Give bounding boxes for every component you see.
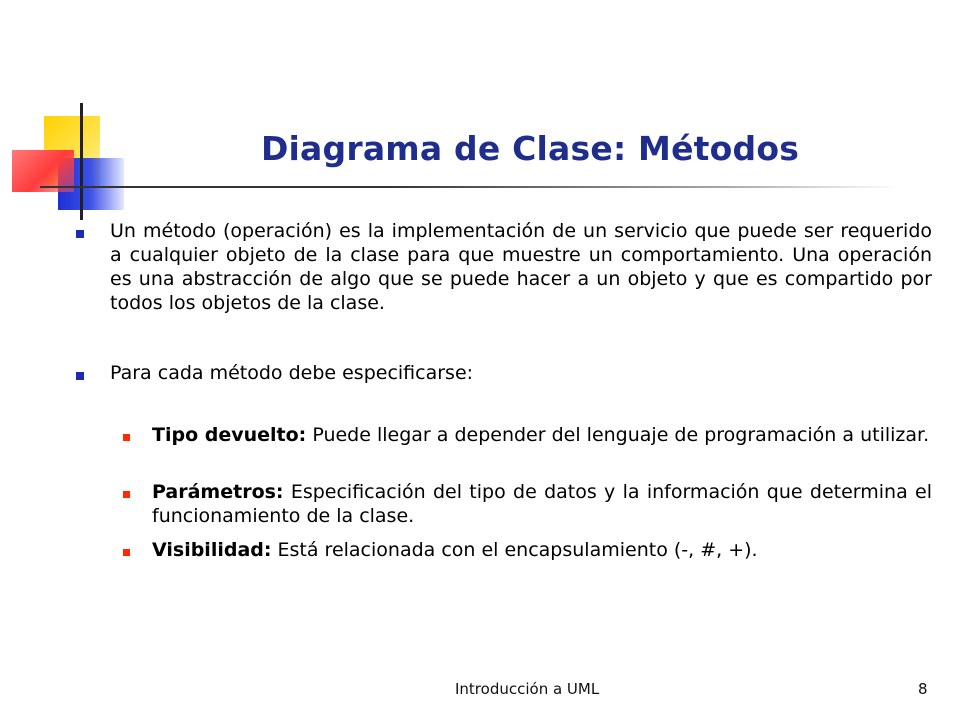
bullet-marker-level2 [123, 491, 130, 498]
bullet-marker-level1 [76, 230, 84, 238]
page-number: 8 [918, 680, 928, 698]
title-underline [40, 186, 900, 188]
sub-bullet-term: Parámetros: [152, 481, 284, 503]
sub-bullet-text: Especificación del tipo de datos y la información que determina el funcionamiento de la clase. [152, 481, 932, 527]
sub-bullet-term: Visibilidad: [152, 539, 272, 561]
sub-bullet-item [152, 480, 932, 528]
bullet-marker-level2 [123, 549, 130, 556]
sub-bullet-text: Está relacionada con el encapsulamiento (-, #, +). [271, 539, 758, 561]
bullet-text: Para cada método debe especificarse: [110, 362, 474, 384]
sub-bullet-text: Puede llegar a depender del lenguaje de programación a utilizar. [306, 424, 930, 446]
footer-label: Introducción a UML [455, 680, 600, 698]
bullet-text: Un método (operación) es la implementación de un servicio que puede ser requerido a cualquier objeto de la clase para que muestre un comportamiento. Una operación es una abstracción de algo que se puede hacer a un objeto y que es compartido por todos los objetos de la clase. [110, 220, 932, 314]
sub-bullet-term: Tipo devuelto: [152, 424, 307, 446]
sub-bullet-item [152, 538, 932, 562]
bullet-marker-level2 [123, 434, 130, 441]
sub-bullet-item [152, 423, 932, 447]
decorative-logo-blocks [0, 0, 200, 230]
bullet-marker-level1 [76, 372, 84, 380]
slide-title: Diagrama de Clase: Métodos [260, 129, 800, 168]
